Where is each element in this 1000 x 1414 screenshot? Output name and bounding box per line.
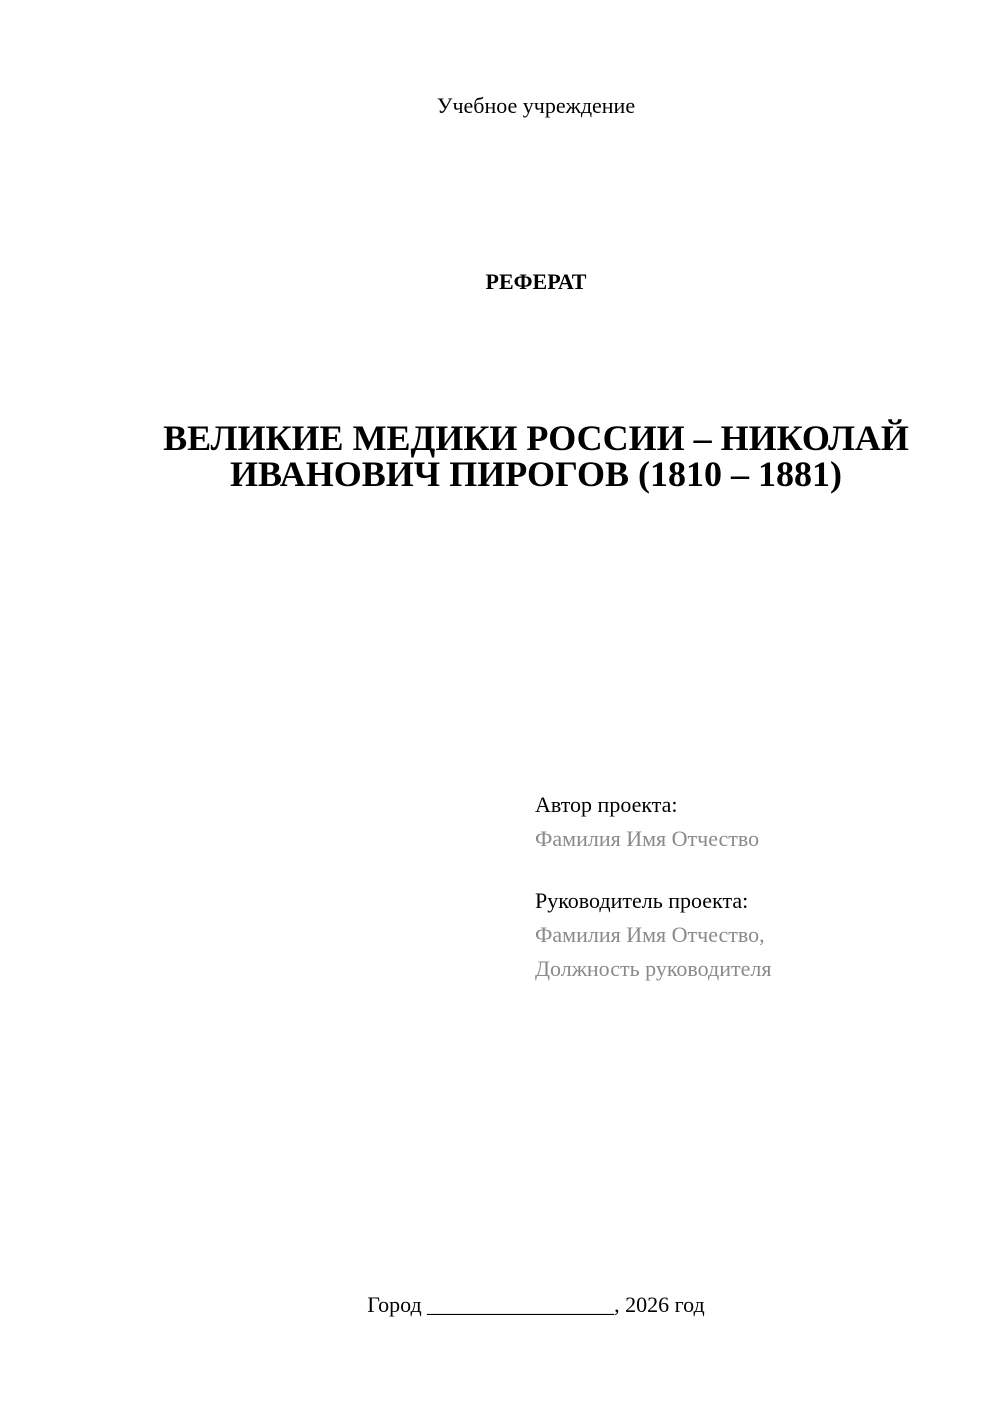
author-label: Автор проекта:: [535, 792, 678, 817]
institution-name: Учебное учреждение: [436, 93, 636, 118]
signature-spacer: [535, 856, 975, 884]
author-name: Фамилия Имя Отчество: [535, 826, 760, 851]
supervisor-label: Руководитель проекта:: [535, 888, 749, 913]
document-type: РЕФЕРАТ: [485, 269, 587, 294]
signature-block: [535, 788, 975, 986]
document-title: ВЕЛИКИЕ МЕДИКИ РОССИИ – НИКОЛАЙ ИВАНОВИЧ ПИРОГОВ (1810 – 1881): [163, 418, 909, 494]
supervisor-name: Фамилия Имя Отчество,: [535, 922, 765, 947]
supervisor-position: Должность руководителя: [535, 956, 772, 981]
city-year-line: Город _________________, 2026 год: [367, 1292, 705, 1317]
